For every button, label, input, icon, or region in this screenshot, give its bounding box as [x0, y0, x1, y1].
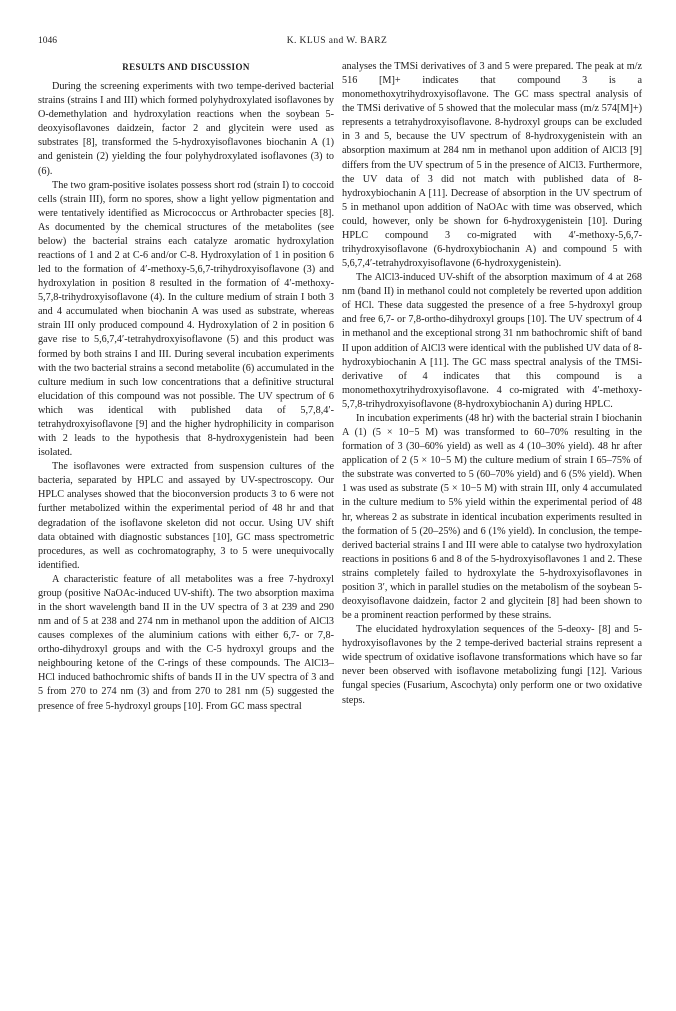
page-header	[38, 36, 636, 50]
paragraph: A characteristic feature of all metabolites was a free 7-hydroxyl group (positive NaOAc-induced UV-shift). The two absorption maxima in the short wavelength band II in the UV spectra of 3 at 239 and 290 nm and of 5 at 238 and 274 nm in methanol upon the addition of AlCl3 causes complexes of the aluminium cations with either 6,7- or 7,8-ortho-dihydroxyl groups and with the C-5 hydroxyl groups and the neighbouring ketone of the C-rings of these compounds. The AlCl3–HCl induced bathochromic shifts of bands II in the UV spectra of 3 and 5 from 270 to 274 nm (3) and from 270 to 281 nm (5) suggested the presence of free 5-hydroxyl groups [10]. From GC mass spectral	[38, 573, 334, 712]
paragraph: The elucidated hydroxylation sequences of the 5-deoxy- [8] and 5-hydroxyisoflavones by the 2 tempe-derived bacterial strains represent a wide spectrum of oxidative isoflavone transformations which have so far never been observed with isoflavone metabolizing fungi [12]. Various fungal species (Fusarium, Ascochyta) only perform one or two oxidative steps.	[342, 624, 642, 706]
paragraph: In incubation experiments (48 hr) with the bacterial strain I biochanin A (1) (5 × 10−5 M) was transformed to 60–70% resulting in the formation of 3 (30–60% yield) as well as 4 (10–30% yield). 48 hr after application of 2 (5 × 10−5 M) the culture medium of strain I 65–75% of the substrate was converted to 5 (60–70% yield) and 6 (5% yield). When 1 was used as substrate (5 × 10−5 M) with strain III, only 4 accumulated in the culture medium to 5% yield within the experimental period of 48 hr, whereas 2 as substrate in identical incubation experiments resulted in the formation of 5 (20–25%) and 6 (1% yield). In conclusion, the tempe-derived bacterial strains I and III were able to catalyse two hydroxylation reactions in positions 6 and 8 of the 5-hydroxyisoflavones 1 and 2. These strains completely failed to hydroxylate the 5-hydroxyisoflavones in position 3′, which in parallel studies on the metabolism of the soybean 5-deoxyisoflavone daidzein, factor 2 and glycitein [8] had been shown to be a prominent reaction performed by these strains.	[342, 412, 642, 622]
paragraph: During the screening experiments with two tempe-derived bacterial strains (strains I and III) which formed polyhydroxylated isoflavones by O-demethylation and hydroxylation reactions when the soybean 5-deoxyisoflavones daidzein, factor 2 and glycitein were used as substrates [8], transformed the 5-hydroxyisoflavones biochanin A (1) and genistein (2) yielding the four polyhydroxylated isoflavones (3) to (6).	[38, 81, 334, 177]
left-column	[38, 60, 334, 714]
section-title: RESULTS AND DISCUSSION	[122, 62, 250, 72]
right-column	[342, 60, 642, 708]
page-number: 1046	[38, 36, 57, 46]
running-title: K. KLUS and W. BARZ	[286, 36, 388, 46]
paragraph: The AlCl3-induced UV-shift of the absorption maximum of 4 at 268 nm (band II) in methanol could not completely be reverted upon addition of HCl. These data suggested the presence of a free 5-hydroxyl group and free 6,7- or 7,8-ortho-dihydroxyl groups [10]. The UV spectrum of 4 in methanol and the exceptional strong 31 nm bathochromic shift of band II upon addition of AlCl3 were identical with the published UV data of 8-hydroxybiochanin A [11]. The GC mass spectral analysis of the TMSi-derivative of 4 indicates that this compound is a monomethoxytrihydroxyisoflavone. 4 co-migrated with 4′-methoxy-5,7,8-trihydroxyisoflavone (8-hydroxybiochanin A) during HPLC.	[342, 272, 642, 410]
paragraph: The isoflavones were extracted from suspension cultures of the bacteria, separated by HPLC and assayed by UV-spectroscopy. Our HPLC analyses showed that the bioconversion products 3 to 6 were not further metabolized within the experimental period of 48 hr and that degradation of the isoflavone skeleton did not occur. Using UV shift data obtained with diagnostic substances [10], GC mass spectrometric procedures, as well as cochromatography, 3 to 5 were unequivocally identified.	[38, 461, 334, 571]
paragraph: The two gram-positive isolates possess short rod (strain I) to coccoid cells (strain III), form no spores, show a light yellow pigmentation and were tentatively identified as Micrococcus or Arthrobacter species [8]. As documented by the chemical structures of the metabolites (see below) the bacterial strains each catalyze aromatic hydroxylation reactions of 1 and 2 at C-6 and/or C-8. Hydroxylation of 1 in position 6 led to the formation of 4′-methoxy-5,6,7-trihydroxyisoflavone (3) and hydroxylation in position 8 resulted in the formation of 4′-methoxy-5,7,8-trihydroxyisoflavone (4). In the culture medium of strain I both 3 and 4 accumulated when biochanin A was used as substrate, whereas strain III only produced compound 4. Hydroxylation of 2 in position 6 gave rise to 5,6,7,4′-tetrahydroxyisoflavone (5) and this product was formed by both strains I and III. During several incubation experiments with the two bacterial strains a second metabolite (6) accumulated in the culture medium in such low concentrations that a definitive structural elucidation of this compound was not possible. The UV spectrum of 6 which was identical with published data of 5,7,8,4′-tetrahydroxyisoflavone [9] and the higher hydrophilicity in comparison with 2 leads to the hypothesis that 8-hydroxygenistein had been isolated.	[38, 179, 334, 459]
paragraph: analyses the TMSi derivatives of 3 and 5 were prepared. The peak at m/z 516 [M]+ indicates that compound 3 is a monomethoxytrihydroxyisoflavone. The GC mass spectral analysis of the TMSi derivative of 5 showed that the molecular mass (m/z 574[M]+) represents a tetrahydroxyisoflavone. 8-hydroxyl groups can be excluded in 3 and 5, because the UV spectrum of 8-hydroxygenistein with an absorption maximum at 284 nm in methanol upon addition of AlCl3 [9] differs from the UV spectrum of 5 in the presence of AlCl3. Furthermore, the UV data of 3 did not match with published data of 8-hydroxybiochanin A [11]. Decrease of absorption in the UV spectrum of 5 in methanol upon addition of NaOAc with time was observed, which could, however, only be shown for 6-hydroxygenistein [10]. During HPLC compound 3 co-migrated with 4′-methoxy-5,6,7-trihydroxyisoflavone (6-hydroxybiochanin A) and compound 5 with 5,6,7,4′-tetrahydroxyisoflavone (6-hydroxygenistein).	[342, 61, 642, 270]
